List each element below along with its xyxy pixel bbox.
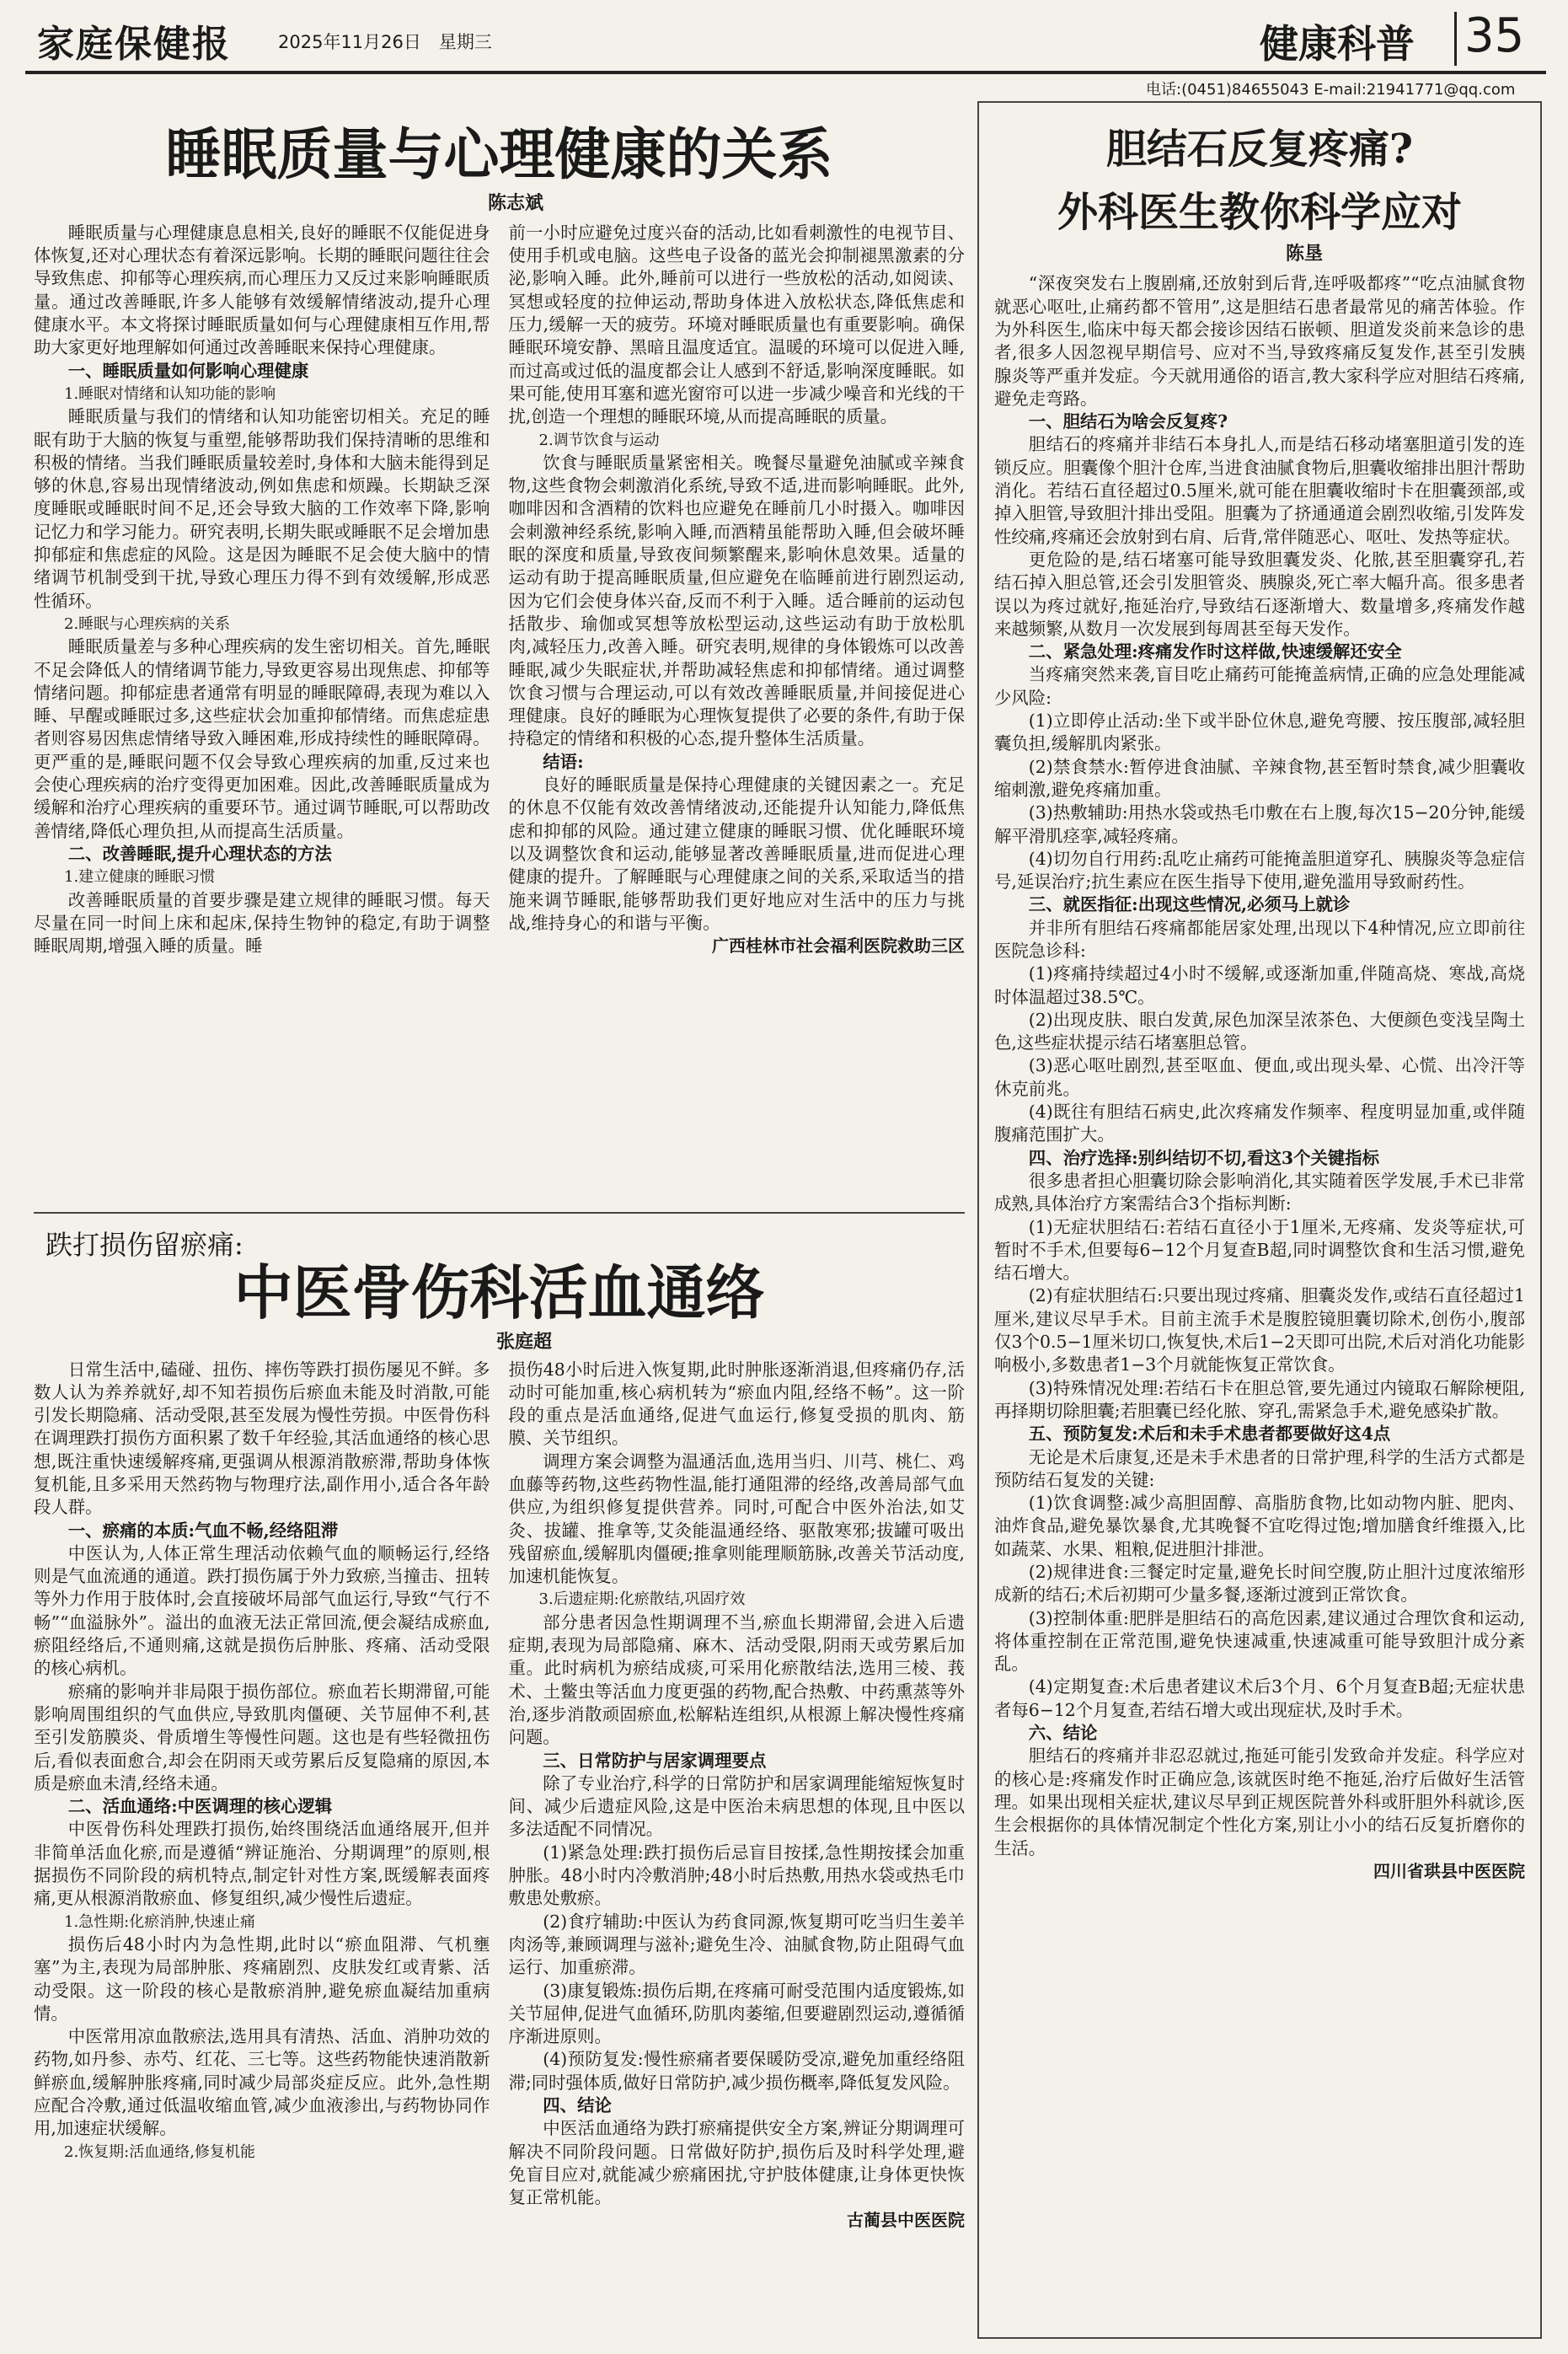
section-heading: 五、预防复发:术后和未手术患者都要做好这4点	[1028, 1424, 1391, 1445]
issue-date: 2025年11月26日 星期三	[278, 32, 492, 52]
masthead-divider	[1454, 12, 1457, 66]
article-column	[994, 272, 1525, 2354]
subsection-heading: 1.建立健康的睡眠习惯	[64, 868, 216, 887]
paragraph: 睡眠质量与我们的情绪和认知功能密切相关。充足的睡眠有助于大脑的恢复与重塑,能够帮助我们保持清晰的思维和积极的情绪。当我们睡眠质量较差时,身体和大脑未能得到足够的休息,容易出现情绪波动,例如焦虑和烦躁。长期缺乏深度睡眠或睡眠时间不足,还会导致大脑的工作效率下降,影响记忆力和学习能力。研究表明,长期失眠或睡眠不足会增加患抑郁症和焦虑症的风险。这是因为睡眠不足会使大脑中的情绪调节机制受到干扰,导致心理压力得不到有效缓解,形成恶性循环。	[34, 406, 490, 611]
paragraph: 改善睡眠质量的首要步骤是建立规律的睡眠习惯。每天尽量在同一时间上床和起床,保持生物钟的稳定,有助于调整睡眠周期,增强入睡的质量。睡	[34, 889, 490, 957]
paragraph: 睡眠质量差与多种心理疾病的发生密切相关。首先,睡眠不足会降低人的情绪调节能力,导致更容易出现焦虑、抑郁等情绪问题。抑郁症患者通常有明显的睡眠障碍,表现为难以入睡、早醒或睡眠过多,这些症状会加重抑郁情绪。而焦虑症患者则容易因焦虑情绪导致入睡困难,形成持续性的睡眠障碍。更严重的是,睡眠问题不仅会导致心理疾病的加重,反过来也会使心理疾病的治疗变得更加困难。因此,改善睡眠质量成为缓解和治疗心理疾病的重要环节。通过调节睡眠,可以帮助改善情绪,降低心理负担,从而提高生活质量。	[34, 636, 490, 841]
paragraph: (1)立即停止活动:坐下或半卧位休息,避免弯腰、按压腹部,减轻胆囊负担,缓解肌肉紧张。	[994, 710, 1525, 754]
paragraph: 损伤后48小时内为急性期,此时以“瘀血阻滞、气机壅塞”为主,表现为局部肿胀、疼痛剧烈、皮肤发红或青紫、活动受限。这一阶段的核心是散瘀消肿,避免瘀血凝结加重病情。	[34, 1933, 490, 2024]
paragraph: 胆结石的疼痛并非结石本身扎人,而是结石移动堵塞胆道引发的连锁反应。胆囊像个胆汁仓库,当进食油腻食物后,胆囊收缩排出胆汁帮助消化。若结石直径超过0.5厘米,就可能在胆囊收缩时卡在胆囊颈部,或掉入胆管,导致胆汁排出受阻。胆囊为了挤通通道会剧烈收缩,引发阵发性绞痛,疼痛还会放射到右肩、后背,常伴随恶心、呕吐、发热等症状。	[994, 434, 1525, 547]
paragraph: (1)饮食调整:减少高胆固醇、高脂肪食物,比如动物内脏、肥肉、油炸食品,避免暴饮暴食,尤其晚餐不宜吃得过饱;增加膳食纤维摄入,比如蔬菜、水果、粗粮,促进胆汁排泄。	[994, 1493, 1525, 1559]
article-sleep	[34, 110, 965, 1205]
article-tcm-bruise	[34, 1224, 965, 2336]
section-heading: 四、结论	[543, 2095, 612, 2115]
paragraph: 瘀痛的影响并非局限于损伤部位。瘀血若长期滞留,可能影响周围组织的气血供应,导致肌肉僵硬、关节屈伸不利,甚至引发筋膜炎、骨质增生等慢性问题。这也是有些轻微扭伤后,看似表面愈合,却会在阴雨天或劳累后反复隐痛的原因,本质是瘀血未清,经络未通。	[34, 1681, 490, 1794]
paragraph: 当疼痛突然来袭,盲目吃止痛药可能掩盖病情,正确的应急处理能减少风险:	[994, 664, 1525, 708]
article-author: 张庭超	[495, 1330, 552, 1353]
paragraph: 前一小时应避免过度兴奋的活动,比如看刺激性的电视节目、使用手机或电脑。这些电子设备的蓝光会抑制褪黑激素的分泌,影响入睡。此外,睡前可以进行一些放松的活动,如阅读、冥想或轻度的拉伸运动,帮助身体进入放松状态,降低焦虑和压力,缓解一天的疲劳。环境对睡眠质量也有重要影响。确保睡眠环境安静、黑暗且温度适宜。温暖的环境可以促进入睡,而过高或过低的温度都会让人感到不舒适,影响深度睡眠。如果可能,使用耳塞和遮光窗帘可以进一步减少噪音和光线的干扰,创造一个理想的睡眠环境,从而提高睡眠的质量。	[508, 222, 965, 427]
paragraph: (4)定期复查:术后患者建议术后3个月、6个月复查B超;无症状患者每6−12个月复查,若结石增大或出现症状,及时手术。	[994, 1676, 1525, 1720]
paragraph: (3)控制体重:肥胖是胆结石的高危因素,建议通过合理饮食和运动,将体重控制在正常范围,避免快速减重,快速减重可能导致胆汁成分紊乱。	[994, 1607, 1525, 1675]
article-source: 古蔺县中医医院	[847, 2210, 965, 2231]
subsection-heading: 2.睡眠与心理疾病的关系	[64, 614, 231, 633]
section-heading: 二、改善睡眠,提升心理状态的方法	[67, 843, 332, 864]
section-heading: 一、睡眠质量如何影响心理健康	[67, 360, 309, 381]
subsection-heading: 2.恢复期:活血通络,修复机能	[64, 2142, 255, 2161]
subsection-heading: 1.急性期:化瘀消肿,快速止痛	[64, 1912, 255, 1931]
article-body	[34, 222, 965, 1191]
subsection-heading: 1.睡眠对情绪和认知功能的影响	[64, 384, 276, 403]
masthead-rule	[25, 71, 1546, 74]
paragraph: 很多患者担心胆囊切除会影响消化,其实随着医学发展,手术已非常成熟,具体治疗方案需结合3个指标判断:	[994, 1170, 1525, 1215]
article-title-line2: 外科医生教你科学应对	[1057, 189, 1462, 237]
paragraph: (1)无症状胆结石:若结石直径小于1厘米,无疼痛、发炎等症状,可暂时不手术,但要每6−12个月复查B超,同时调整饮食和生活习惯,避免结石增大。	[994, 1216, 1525, 1284]
article-author: 陈志斌	[487, 191, 543, 214]
paragraph: 睡眠质量与心理健康息息相关,良好的睡眠不仅能促进身体恢复,还对心理状态有着深远影响。长期的睡眠问题往往会导致焦虑、抑郁等心理疾病,而心理压力又反过来影响睡眠质量。通过改善睡眠,许多人能够有效缓解情绪波动,提升心理健康水平。本文将探讨睡眠质量如何与心理健康相互作用,帮助大家更好地理解如何通过改善睡眠来保持心理健康。	[34, 222, 490, 358]
paragraph: (2)规律进食:三餐定时定量,避免长时间空腹,防止胆汁过度浓缩形成新的结石;术后初期可少量多餐,逐渐过渡到正常饮食。	[994, 1562, 1525, 1606]
section-heading: 结语:	[543, 751, 584, 772]
paragraph: (1)疼痛持续超过4小时不缓解,或逐渐加重,伴随高烧、寒战,高烧时体温超过38.5℃。	[994, 963, 1525, 1007]
contact-info: 电话:(0451)84655043 E-mail:21941771@qq.com	[1146, 81, 1516, 99]
paragraph: 中医常用凉血散瘀法,选用具有清热、活血、消肿功效的药物,如丹参、赤芍、红花、三七等。这些药物能快速消散新鲜瘀血,缓解肿胀疼痛,同时减少局部炎症反应。此外,急性期应配合冷敷,通过低温收缩血管,减少血液渗出,与药物协同作用,加速症状缓解。	[34, 2026, 490, 2139]
article-gallstone	[994, 110, 1525, 2330]
paragraph: 中医认为,人体正常生理活动依赖气血的顺畅运行,经络则是气血流通的通道。跌打损伤属于外力致瘀,当撞击、扭转等外力作用于肢体时,会直接破坏局部气血运行,导致“气行不畅”“血溢脉外”。溢出的血液无法正常回流,便会凝结成瘀血,瘀阻经络后,不通则痛,这就是损伤后肿胀、疼痛、活动受限的核心病机。	[34, 1542, 490, 1679]
paragraph: 无论是术后康复,还是未手术患者的日常护理,科学的生活方式都是预防结石复发的关键:	[994, 1446, 1525, 1490]
paragraph: (3)康复锻炼:损伤后期,在疼痛可耐受范围内适度锻炼,如关节屈伸,促进气血循环,防肌肉萎缩,但要避剧烈运动,遵循循序渐进原则。	[508, 1980, 965, 2047]
article-source: 广西桂林市社会福利医院救助三区	[712, 936, 965, 957]
paragraph: (2)出现皮肤、眼白发黄,尿色加深呈浓茶色、大便颜色变浅呈陶土色,这些症状提示结石堵塞胆总管。	[994, 1009, 1525, 1054]
section-heading: 三、就医指征:出现这些情况,必须马上就诊	[1028, 894, 1351, 915]
paragraph: 损伤48小时后进入恢复期,此时肿胀逐渐消退,但疼痛仍存,活动时可能加重,核心病机转为“瘀血内阻,经络不畅”。这一阶段的重点是活血通络,促进气血运行,修复受损的肌肉、筋膜、关节组织。	[508, 1359, 965, 1449]
paragraph: 中医骨伤科处理跌打损伤,始终围绕活血通络展开,但并非简单活血化瘀,而是遵循“辨证施治、分期调理”的原则,根据损伤不同阶段的病机特点,制定针对性方案,既缓解表面疼痛,更从根源消散瘀血、修复组织,减少慢性后遗症。	[34, 1819, 490, 1909]
paragraph: (2)禁食禁水:暂停进食油腻、辛辣食物,甚至暂时禁食,减少胆囊收缩刺激,避免疼痛加重。	[994, 756, 1525, 800]
paragraph: (1)紧急处理:跌打损伤后忌盲目按揉,急性期按揉会加重肿胀。48小时内冷敷消肿;48小时后热敷,用热水袋或热毛巾敷患处敷瘀。	[508, 1842, 965, 1909]
article-column	[34, 222, 490, 1191]
paragraph: (4)既往有胆结石病史,此次疼痛发作频率、程度明显加重,或伴随腹痛范围扩大。	[994, 1102, 1525, 1145]
section-heading: 三、日常防护与居家调理要点	[543, 1750, 767, 1771]
paragraph: 除了专业治疗,科学的日常防护和居家调理能缩短恢复时间、减少后遗症风险,这是中医治未病思想的体现,且中医以多法适配不同情况。	[508, 1772, 965, 1840]
article-column	[509, 1359, 966, 2349]
section-heading: 二、活血通络:中医调理的核心逻辑	[67, 1796, 333, 1817]
paragraph: (2)有症状胆结石:只要出现过疼痛、胆囊炎发作,或结石直径超过1厘米,建议尽早手术。目前主流手术是腹腔镜胆囊切除术,创伤小,腹部仅3个0.5−1厘米切口,恢复快,术后1−2天即可出院,术后对消化功能影响极小,多数患者1−3个月就能恢复正常饮食。	[994, 1285, 1525, 1375]
paragraph: (3)恶心呕吐剧烈,甚至呕血、便血,或出现头晕、心慌、出冷汗等休克前兆。	[994, 1055, 1525, 1099]
paragraph: 并非所有胆结石疼痛都能居家处理,出现以下4种情况,应立即前往医院急诊科:	[994, 917, 1525, 961]
article-column	[509, 222, 966, 1191]
paragraph: (4)预防复发:慢性瘀痛者要保暖防受凉,避免加重经络阻滞;同时强体质,做好日常防护,减少损伤概率,降低复发风险。	[508, 2049, 965, 2093]
paragraph: 饮食与睡眠质量紧密相关。晚餐尽量避免油腻或辛辣食物,这些食物会刺激消化系统,导致不适,进而影响睡眠。此外,咖啡因和含酒精的饮料也应避免在睡前几小时摄入。咖啡因会刺激神经系统,影响入睡,而酒精虽能帮助入睡,但会破坏睡眠的深度和质量,导致夜间频繁醒来,影响休息效果。适量的运动有助于提高睡眠质量,但应避免在临睡前进行剧烈运动,因为它们会使身体兴奋,反而不利于入睡。适合睡前的运动包括散步、瑜伽或冥想等放松型运动,这些运动有助于放松肌肉,减轻压力,改善入睡。研究表明,规律的身体锻炼可以改善睡眠,减少失眠症状,并帮助减轻焦虑和抑郁情绪。通过调整饮食习惯与合理运动,可以有效改善睡眠质量,并间接促进心理健康。良好的睡眠为心理恢复提供了必要的条件,有助于保持稳定的情绪和积极的心态,提升整体生活质量。	[508, 452, 965, 749]
paragraph: (3)特殊情况处理:若结石卡在胆总管,要先通过内镜取石解除梗阻,再择期切除胆囊;若胆囊已经化脓、穿孔,需紧急手术,避免感染扩散。	[994, 1377, 1525, 1421]
article-title: 中医骨伤科活血通络	[233, 1257, 765, 1327]
paragraph: 胆结石的疼痛并非忍忍就过,拖延可能引发致命并发症。科学应对的核心是:疼痛发作时正确应急,该就医时绝不拖延,治疗后做好生活管理。如果出现相关症状,建议尽早到正规医院普外科或肝胆外科就诊,医生会根据你的具体情况制定个性化方案,别让小小的结石反复折磨你的生活。	[994, 1745, 1525, 1858]
article-body	[34, 1359, 965, 2349]
section-heading: 一、胆结石为啥会反复疼?	[1028, 411, 1228, 432]
article-lead-title: 跌打损伤留瘀痛:	[45, 1229, 243, 1261]
section-heading: 四、治疗选择:别纠结切不切,看这3个关键指标	[1028, 1147, 1380, 1168]
paragraph: 部分患者因急性期调理不当,瘀血长期滞留,会进入后遗症期,表现为局部隐痛、麻木、活动受限,阴雨天或劳累后加重。此时病机为瘀结成痰,可采用化瘀散结法,选用三棱、莪术、土鳖虫等活血力度更强的药物,配合热敷、中药熏蒸等外治,逐步消散顽固瘀血,松解粘连组织,从根源上解决慢性疼痛问题。	[508, 1611, 965, 1748]
page-number: 35	[1464, 8, 1525, 63]
section-title: 健康科普	[1260, 21, 1415, 67]
paragraph: (2)食疗辅助:中医认为药食同源,恢复期可吃当归生姜羊肉汤等,兼顾调理与滋补;避免生冷、油腻食物,防止阻碍气血运行、加重瘀滞。	[508, 1911, 965, 1978]
paragraph: “深夜突发右上腹剧痛,还放射到后背,连呼吸都疼”“吃点油腻食物就恶心呕吐,止痛药都不管用”,这是胆结石患者最常见的痛苦体验。作为外科医生,临床中每天都会接诊因结石嵌顿、胆道发炎前来急诊的患者,很多人因忽视早期信号、应对不当,导致疼痛反复发作,甚至引发胰腺炎等严重并发症。今天就用通俗的语言,教大家科学应对胆结石疼痛,避免走弯路。	[994, 273, 1525, 409]
article-title: 胆结石反复疼痛?	[1105, 126, 1414, 173]
subsection-heading: 3.后遗症期:化瘀散结,巩固疗效	[538, 1590, 746, 1609]
paragraph: 调理方案会调整为温通活血,选用当归、川芎、桃仁、鸡血藤等药物,这些药物性温,能打通阻滞的经络,改善局部气血供应,为组织修复提供营养。同时,可配合中医外治法,如艾灸、拔罐、推拿等,艾灸能温通经络、驱散寒邪;拔罐可吸出残留瘀血,缓解肌肉僵硬;推拿则能理顺筋脉,改善关节活动度,加速机能恢复。	[508, 1450, 965, 1587]
paragraph: (3)热敷辅助:用热水袋或热毛巾敷在右上腹,每次15−20分钟,能缓解平滑肌痉挛,减轻疼痛。	[994, 802, 1525, 846]
article-column	[34, 1359, 490, 2349]
article-title: 睡眠质量与心理健康的关系	[165, 121, 833, 187]
newspaper-name: 家庭保健报	[37, 23, 231, 66]
paragraph: 更危险的是,结石堵塞可能导致胆囊发炎、化脓,甚至胆囊穿孔,若结石掉入胆总管,还会引发胆管炎、胰腺炎,死亡率大幅升高。很多患者误以为疼过就好,拖延治疗,导致结石逐渐增大、数量增多,疼痛发作越来越频繁,从数月一次发展到每周甚至每天发作。	[994, 549, 1525, 639]
article-divider	[34, 1212, 965, 1214]
section-heading: 二、紧急处理:疼痛发作时这样做,快速缓解还安全	[1028, 641, 1402, 662]
article-source: 四川省珙县中医医院	[1373, 1860, 1525, 1881]
paragraph: 中医活血通络为跌打瘀痛提供安全方案,辨证分期调理可解决不同阶段问题。日常做好防护,损伤后及时科学处理,避免盲目应对,就能减少瘀痛困扰,守护肢体健康,让身体更快恢复正常机能。	[508, 2118, 965, 2208]
paragraph: 良好的睡眠质量是保持心理健康的关键因素之一。充足的休息不仅能有效改善情绪波动,还能提升认知能力,降低焦虑和抑郁的风险。通过建立健康的睡眠习惯、优化睡眠环境以及调整饮食和运动,能够显著改善睡眠质量,进而促进心理健康的提升。了解睡眠与心理健康之间的关系,采取适当的措施来调节睡眠,能够帮助我们更好地应对生活中的压力与挑战,维持身心的和谐与平衡。	[508, 775, 965, 933]
subsection-heading: 2.调节饮食与运动	[538, 431, 660, 449]
paragraph: (4)切勿自行用药:乱吃止痛药可能掩盖胆道穿孔、胰腺炎等急症信号,延误治疗;抗生素应在医生指导下使用,避免滥用导致耐药性。	[994, 848, 1525, 893]
paragraph: 日常生活中,磕碰、扭伤、摔伤等跌打损伤屡见不鲜。多数人认为养养就好,却不知若损伤后瘀血未能及时消散,可能引发长期隐痛、活动受限,甚至发展为慢性劳损。中医骨伤科在调理跌打损伤方面积累了数千年经验,其活血通络的核心思想,既注重快速缓解疼痛,更强调从根源消散瘀滞,帮助身体恢复机能,且多采用天然药物与物理疗法,副作用小,适合各年龄段人群。	[34, 1359, 490, 1518]
section-heading: 一、瘀痛的本质:气血不畅,经络阻滞	[67, 1520, 339, 1541]
article-author: 陈垦	[1285, 243, 1323, 265]
section-heading: 六、结论	[1028, 1723, 1098, 1744]
